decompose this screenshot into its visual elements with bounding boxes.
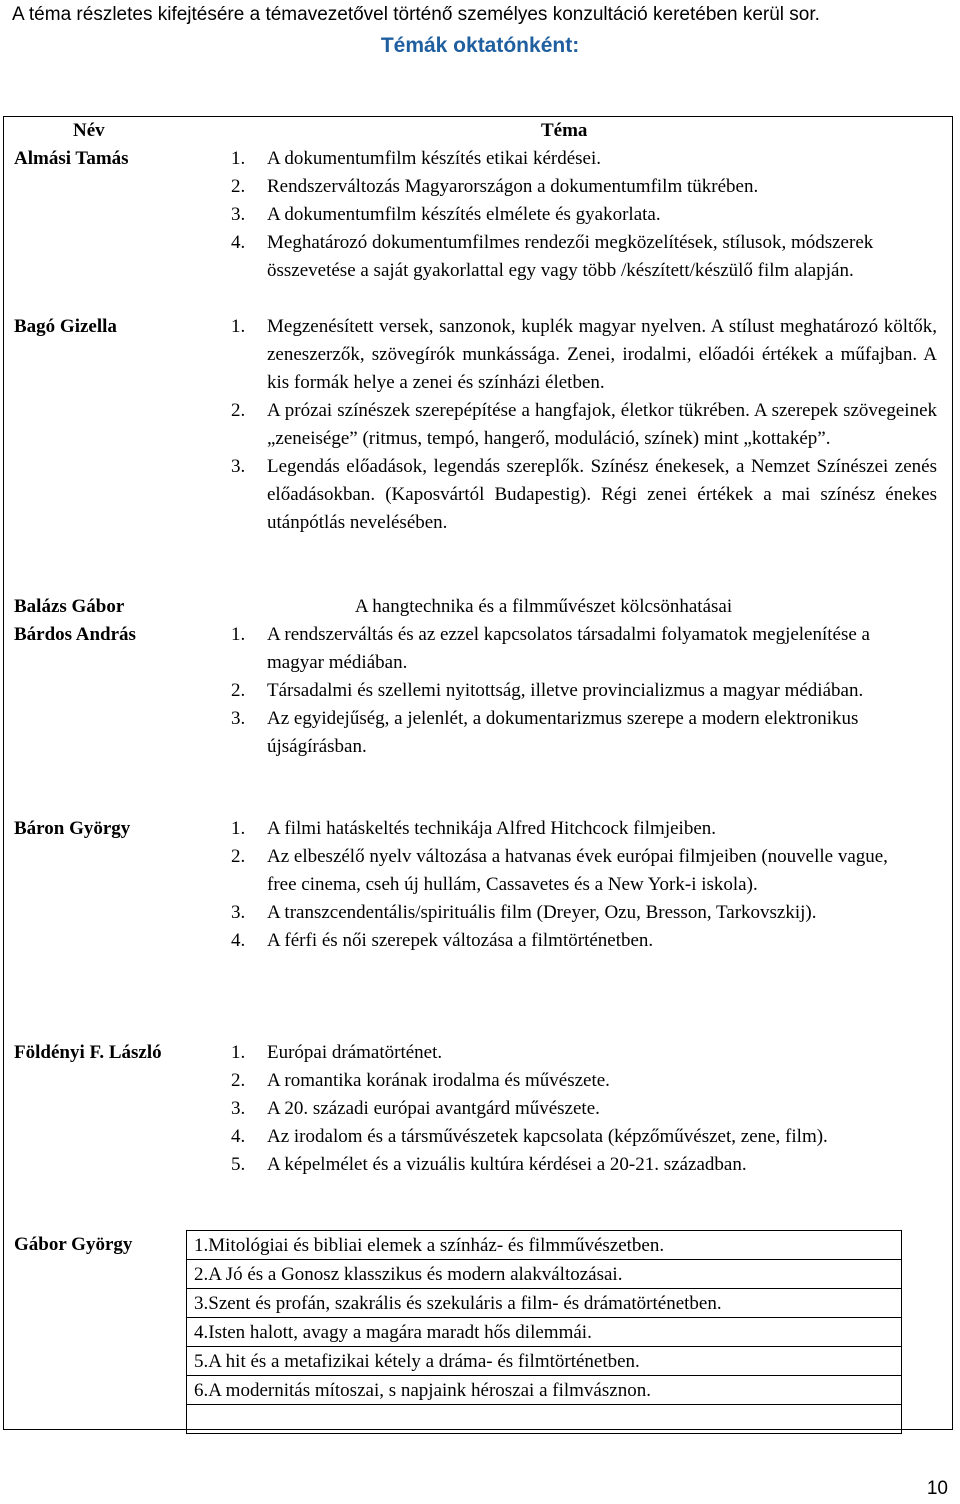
instructor-name: Bagó Gizella [14,316,117,337]
topic-number: 3. [231,708,246,729]
topic-number: 2. [231,846,246,867]
topic-text: A romantika korának irodalma és művészete. [267,1070,610,1091]
topic-text: A férfi és női szerepek változása a filmtörténetben. [267,930,654,951]
topic-item [191,1095,906,1123]
topic-item [191,621,906,677]
grid-cell: 3.Szent és profán, szakrális és szekuláris a film- és drámatörténetben. [187,1289,902,1318]
topic-item [191,229,937,285]
topic-text: A dokumentumfilm készítés elmélete és gyakorlata. [267,204,661,225]
table-row [187,1318,902,1347]
topic-item [191,677,906,705]
instructor-name: Földényi F. László [14,1042,162,1063]
topic-list [191,145,941,285]
instructor-name: Almási Tamás [14,148,129,169]
column-header-name: Név [73,120,105,141]
topic-number: 3. [231,902,246,923]
topic-item [191,397,937,453]
table-row [187,1405,902,1434]
topic-item [191,1039,906,1067]
topic-number: 1. [231,316,246,337]
grid-cell: 4.Isten halott, avagy a magára maradt hős dilemmái. [187,1318,902,1347]
topic-item [191,1067,906,1095]
topic-number: 1. [231,1042,246,1063]
topic-text: A rendszerváltás és az ezzel kapcsolatos társadalmi folyamatok megjelenítése a magyar médiában. [267,624,870,673]
table-row [187,1376,902,1405]
topic-text: A prózai színészek szerepépítése a hangfajok, életkor tükrében. A szerepek szövegeinek „zeneisége” (ritmus, tempó, hangerő, moduláció, színek) mint „kottakép”. [267,400,937,449]
table-row [187,1347,902,1376]
table-row [187,1289,902,1318]
topic-text: Társadalmi és szellemi nyitottság, illetve provincializmus a magyar médiában. [267,680,864,701]
topic-item [191,927,906,955]
topic-number: 1. [231,624,246,645]
topic-number: 2. [231,680,246,701]
topic-item [191,173,941,201]
topic-text: A hangtechnika és a filmművészet kölcsönhatásai [354,596,733,617]
topic-number: 3. [231,456,246,477]
grid-cell: 2.A Jó és a Gonosz klasszikus és modern alakváltozásai. [187,1260,902,1289]
topic-item [191,843,906,899]
page-number: 10 [926,1478,948,1499]
grid-cell: 6.A modernitás mítoszai, s napjaink héroszai a filmvásznon. [187,1376,902,1405]
column-header-topic: Téma [541,120,588,141]
topic-list [191,621,906,761]
topic-number: 2. [231,176,246,197]
topic-text: A transzcendentális/spirituális film (Dreyer, Ozu, Bresson, Tarkovszkij). [267,902,817,923]
grid-cell: 1.Mitológiai és bibliai elemek a színház- és filmművészetben. [187,1231,902,1260]
topic-item [191,145,941,173]
topic-text: Az egyidejűség, a jelenlét, a dokumentarizmus szerepe a modern elektronikus újságírásban. [267,708,859,757]
topic-number: 2. [231,400,246,421]
topic-number: 5. [231,1154,246,1175]
topic-number: 4. [231,1126,246,1147]
topic-number: 1. [231,148,246,169]
table-row [187,1231,902,1260]
topic-item [191,705,906,761]
topic-text: Legendás előadások, legendás szereplők. Színész énekesek, a Nemzet Színészei zenés előadásokban. (Kaposvártól Budapestig). Régi zenei értékek a mai színész énekes utánpótlás nevelésében. [267,456,937,533]
topic-number: 3. [231,204,246,225]
topic-item [191,1123,906,1151]
topic-item [191,815,906,843]
topic-text: A képelmélet és a vizuális kultúra kérdései a 20-21. században. [267,1154,747,1175]
topic-number: 4. [231,232,246,253]
table-row [187,1260,902,1289]
topic-number: 4. [231,930,246,951]
grid-cell [187,1405,902,1434]
topic-item [191,453,937,537]
instructor-name: Bárdos András [14,624,136,645]
topic-number: 3. [231,1098,246,1119]
topic-text: Megzenésített versek, sanzonok, kuplék magyar nyelven. A stílust meghatározó költők, zeneszerzők, szövegírók munkássága. Zenei, irodalmi, előadói értékek a műfajban. A kis formák helye a zenei és színházi életben. [267,316,937,393]
topic-text: Európai drámatörténet. [267,1042,443,1063]
instructor-name: Báron György [14,818,131,839]
topic-text: Rendszerváltozás Magyarországon a dokumentumfilm tükrében. [267,176,759,197]
page-heading: Témák oktatónként: [380,34,580,57]
topic-number: 1. [231,818,246,839]
instructor-name: Gábor György [14,1234,133,1255]
topic-item [191,313,937,397]
topic-item [191,1151,906,1179]
topic-list [191,815,906,955]
topic-item [191,899,906,927]
topic-item [191,201,941,229]
topic-number: 2. [231,1070,246,1091]
topic-list [191,1039,906,1179]
topic-grid [186,1230,902,1434]
topic-text: Az elbeszélő nyelv változása a hatvanas évek európai filmjeiben (nouvelle vague, free cinema, cseh új hullám, Cassavetes és a New York-i iskola). [267,846,888,895]
intro-text: A téma részletes kifejtésére a témavezetővel történő személyes konzultáció keretében kerül sor. [12,4,820,25]
instructor-name: Balázs Gábor [14,596,125,617]
topic-list [191,313,937,537]
topic-text: A filmi hatáskeltés technikája Alfred Hitchcock filmjeiben. [267,818,716,839]
topic-text: Meghatározó dokumentumfilmes rendezői megközelítések, stílusok, módszerek összevetése a saját gyakorlattal egy vagy több /készített/készülő film alapján. [267,232,874,281]
topic-text: A 20. századi európai avantgárd művészete. [267,1098,600,1119]
grid-cell: 5.A hit és a metafizikai kétely a dráma- és filmtörténetben. [187,1347,902,1376]
topic-text: A dokumentumfilm készítés etikai kérdései. [267,148,602,169]
topic-text: Az irodalom és a társművészetek kapcsolata (képzőművészet, zene, film). [267,1126,828,1147]
